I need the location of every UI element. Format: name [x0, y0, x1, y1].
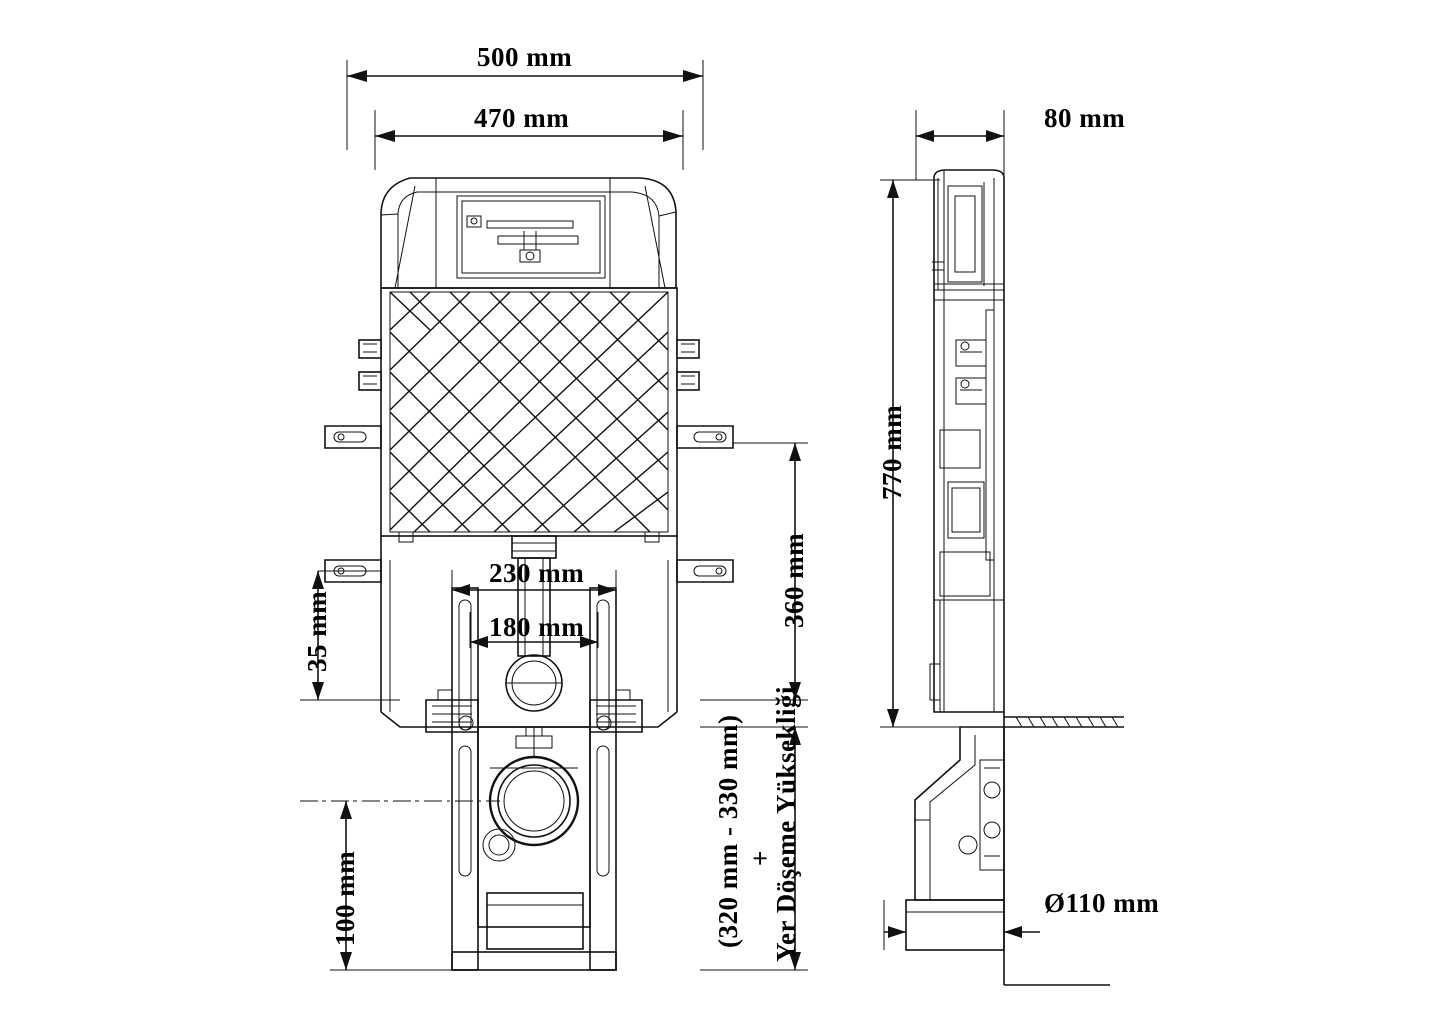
dim-label-470: 470 mm [474, 103, 570, 133]
dim-label-770: 770 mm [877, 404, 907, 500]
dim-110-leader [884, 900, 1040, 950]
dim-label-180: 180 mm [489, 612, 585, 642]
dim-label-360: 360 mm [779, 532, 809, 628]
adjustable-rails [426, 588, 642, 970]
dim-label-110: Ø110 mm [1044, 888, 1160, 918]
note-install-range: (320 mm - 330 mm) [713, 714, 743, 948]
side-frame-body [930, 170, 1004, 712]
note-floor-height: Yer Döşeme Yüksekliği [771, 686, 801, 962]
dim-label-35: 35 mm [302, 590, 332, 672]
side-pipe-elbow [906, 712, 1110, 985]
cistern-top-cap [381, 178, 676, 288]
note-plus-sign: + [745, 850, 775, 866]
cistern-body [359, 288, 699, 542]
upper-mounting-bar [325, 426, 733, 448]
dim-label-80: 80 mm [1044, 103, 1126, 133]
dim-label-500: 500 mm [477, 42, 573, 72]
threaded-rod [1004, 717, 1124, 727]
dim-label-230: 230 mm [489, 558, 585, 588]
dim-label-100: 100 mm [330, 850, 360, 946]
soil-pipe-assembly [452, 727, 616, 970]
dim-80-line [916, 110, 1004, 740]
